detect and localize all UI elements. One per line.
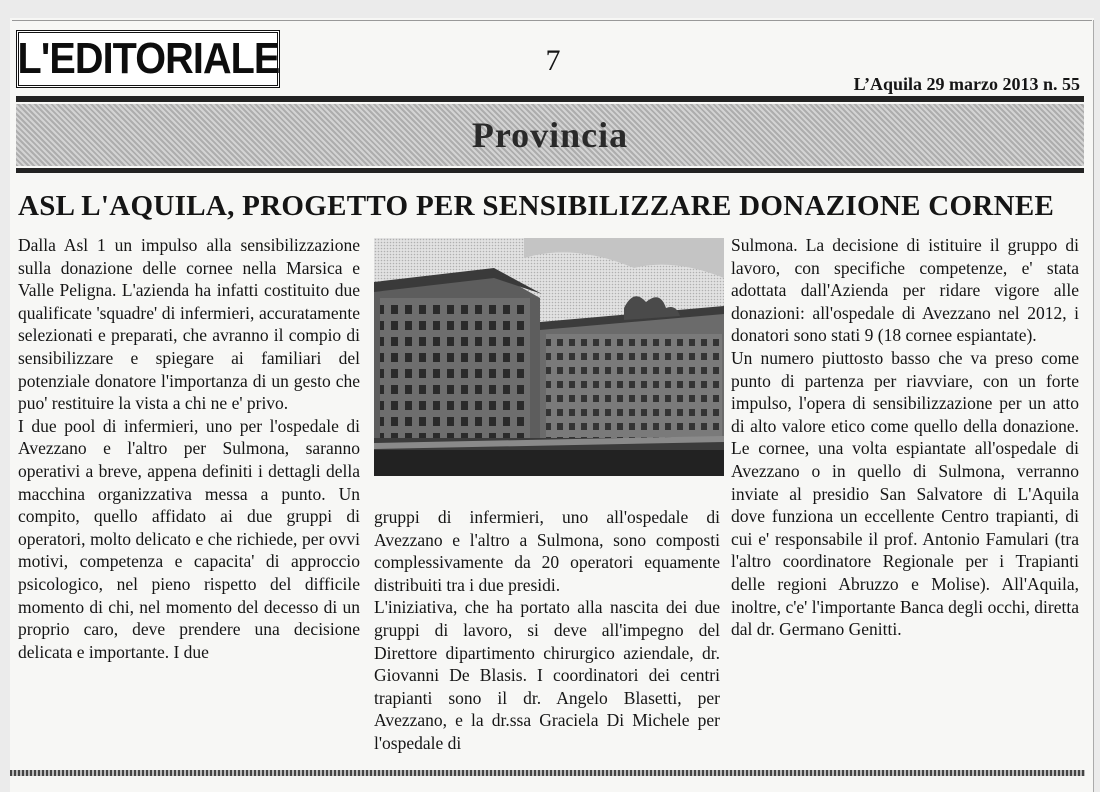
masthead-title: L'EDITORIALE bbox=[17, 34, 279, 83]
bottom-rule bbox=[10, 770, 1085, 776]
paragraph: I due pool di infermieri, uno per l'ospedale di Avezzano e l'altro per Sulmona, saranno operativi a breve, appena definiti i dettagli della macchina organizzativa messa a punto. Un compito, quello affidato ai due gruppi di operatori, molto delicato e che richiede, per ovvi motivi, competenza e capacita' di approccio psicologico, nel pieno rispetto del difficile momento di chi, nel momento del decesso di un proprio caro, deve prendere una decisione delicata e importante. I due bbox=[18, 415, 360, 662]
article-column-1 bbox=[18, 234, 360, 663]
page-edge-top bbox=[12, 20, 1092, 21]
building-illustration bbox=[374, 238, 724, 476]
top-rule bbox=[16, 96, 1084, 102]
article-column-3 bbox=[731, 234, 1079, 641]
article-headline: ASL L'AQUILA, PROGETTO PER SENSIBILIZZARE DONAZIONE CORNEE bbox=[18, 190, 1055, 222]
paragraph: gruppi di infermieri, uno all'ospedale di Avezzano e l'altro a Sulmona, sono composti complessivamente da 20 operatori equamente distribuiti tra i due presidi. bbox=[374, 507, 720, 595]
page-edge-right bbox=[1093, 20, 1094, 792]
paragraph: Un numero piuttosto basso che va preso come punto di partenza per riavviare, con un forte impulso, l'opera di sensibilizzazione per un atto di alto valore etico come quello della donazione. Le cornee, una volta espiantate all'ospedale di Avezzano o in quello di Sulmona, verranno inviate al presidio San Salvatore di L'Aquila dove funziona un eccellente Centro trapianti, di cui e' responsabile il prof. Antonio Famulari (tra l'altro coordinatore Regionale per i Trapianti delle regioni Abruzzo e Molise). All'Aquila, inoltre, c'e' l'importante Banca degli occhi, diretta dal dr. Germano Genitti. bbox=[731, 347, 1079, 640]
dateline: L’Aquila 29 marzo 2013 n. 55 bbox=[853, 74, 1080, 94]
section-band bbox=[16, 104, 1084, 166]
page-number: 7 bbox=[545, 44, 561, 77]
paragraph: Dalla Asl 1 un impulso alla sensibilizzazione sulla donazione delle cornee nella Marsica e Valle Peligna. L'azienda ha infatti costituito due qualificate 'squadre' di infermieri, accuratamente selezionati e preparati, che avranno il compio di sensibilizzare e spiegare ai familiari del potenziale donatore l'importanza di un gesto che puo' restituire la vista a chi ne e' privo. bbox=[18, 235, 360, 414]
paragraph: Sulmona. La decisione di istituire il gruppo di lavoro, con specifiche competenze, e' stata adottata dall'Azienda per ridare vigore alle donazioni: all'ospedale di Avezzano nel 2012, i donatori sono stati 9 (18 cornee espiantate). bbox=[731, 235, 1079, 346]
hospital-building-photo bbox=[374, 238, 724, 476]
section-title: Provincia bbox=[471, 115, 629, 155]
section-rule bbox=[16, 168, 1084, 173]
masthead-logo bbox=[16, 30, 280, 88]
paragraph: L'iniziativa, che ha portato alla nascita dei due gruppi di lavoro, si deve all'impegno del Direttore dipartimento chirurgico aziendale, dr. Giovanni De Blasis. I coordinatori dei centri trapianti sono il dr. Angelo Blasetti, per Avezzano, e la dr.ssa Graciela Di Michele per l'ospedale di bbox=[374, 597, 720, 753]
article-column-2 bbox=[374, 506, 720, 755]
